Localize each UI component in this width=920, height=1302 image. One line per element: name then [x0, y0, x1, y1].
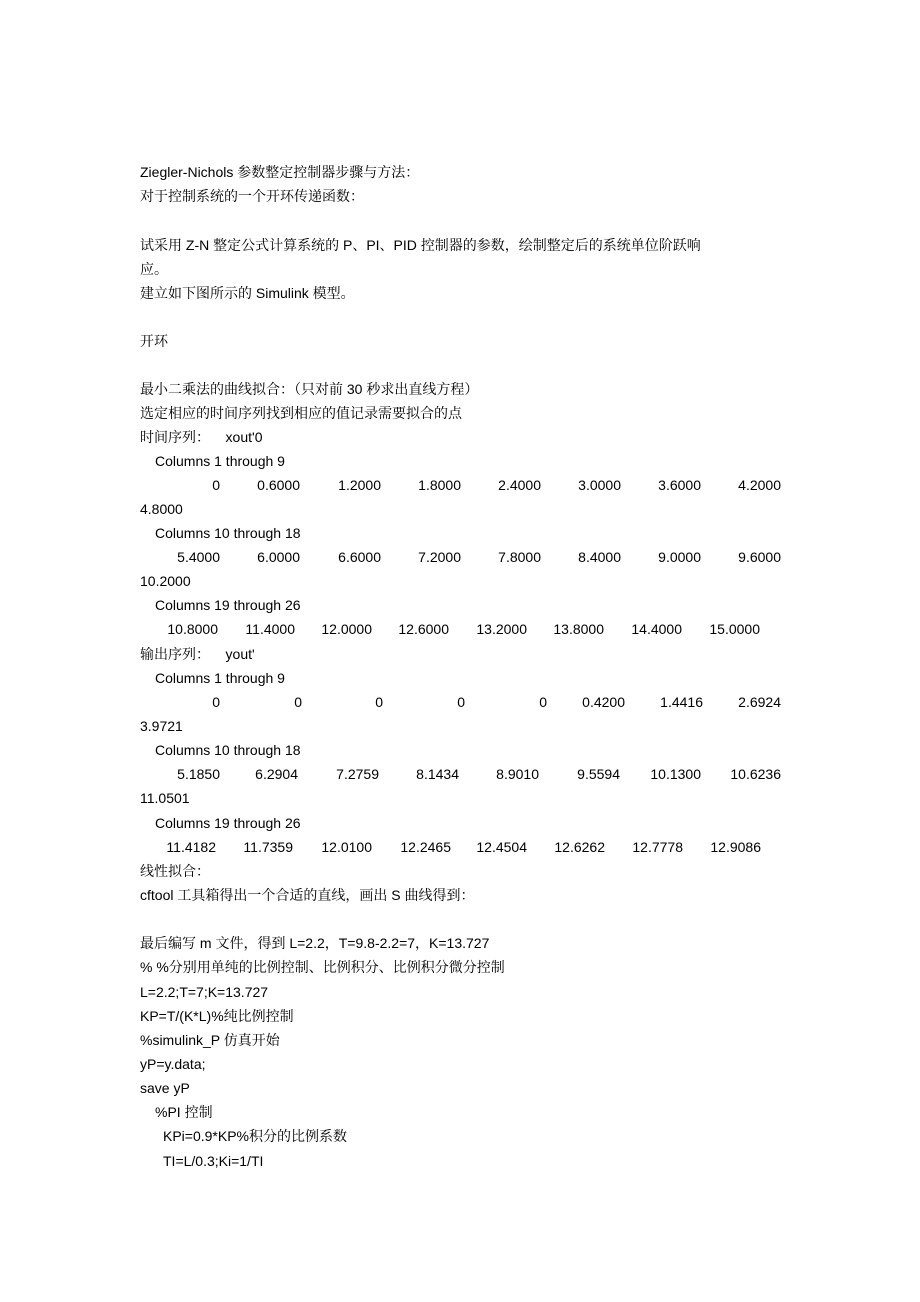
output-series-label: 输出序列： yout' [140, 646, 255, 662]
value-cell: 13.8000 [553, 621, 604, 637]
value-cell: 5.4000 [177, 549, 220, 565]
value-cell: 6.6000 [338, 549, 381, 565]
value-cell: 4.2000 [738, 477, 781, 493]
value-cell: 2.6924 [738, 694, 781, 710]
value-cell: 0.6000 [257, 477, 300, 493]
yout-wrap-value-2: 11.0501 [140, 790, 190, 806]
value-cell: 10.6236 [730, 766, 781, 782]
code-line: %simulink_P 仿真开始 [140, 1032, 280, 1048]
value-cell: 3.6000 [658, 477, 701, 493]
xout-columns-header-2: Columns 10 through 18 [155, 525, 301, 541]
value-cell: 12.4504 [476, 839, 527, 855]
value-cell: 0 [212, 477, 220, 493]
value-cell: 14.4000 [631, 621, 682, 637]
value-cell: 1.8000 [418, 477, 461, 493]
value-cell: 0 [539, 694, 547, 710]
value-cell: 0 [375, 694, 383, 710]
code-line: save yP [140, 1080, 190, 1096]
value-cell: 5.1850 [177, 766, 220, 782]
value-cell: 0 [457, 694, 465, 710]
task-text-line2: 应。 [140, 261, 168, 277]
value-cell: 10.8000 [167, 621, 218, 637]
value-cell: 12.0000 [321, 621, 372, 637]
time-series-label: 时间序列： xout'0 [140, 429, 263, 445]
value-cell: 12.6000 [398, 621, 449, 637]
value-cell: 0 [294, 694, 302, 710]
value-cell: 3.0000 [578, 477, 621, 493]
value-cell: 8.4000 [578, 549, 621, 565]
code-line: TI=L/0.3;Ki=1/TI [163, 1153, 264, 1169]
xout-values-row-1 [0, 473, 920, 497]
code-line: L=2.2;T=7;K=13.727 [140, 984, 269, 1000]
open-loop-label: 开环 [140, 333, 168, 349]
code-line: KPi=0.9*KP%积分的比例系数 [163, 1128, 347, 1144]
code-line: % %分别用单纯的比例控制、比例积分、比例积分微分控制 [140, 959, 505, 975]
value-cell: 2.4000 [498, 477, 541, 493]
linear-fit-label: 线性拟合： [140, 863, 210, 879]
code-pi-comment: %PI 控制 [155, 1104, 213, 1120]
xout-values-row-2 [0, 545, 920, 569]
xout-columns-header-1: Columns 1 through 9 [155, 453, 285, 469]
value-cell: 12.2465 [400, 839, 451, 855]
value-cell: 1.2000 [338, 477, 381, 493]
value-cell: 7.2759 [336, 766, 379, 782]
value-cell: 12.6262 [554, 839, 605, 855]
value-cell: 9.5594 [577, 766, 620, 782]
value-cell: 9.0000 [658, 549, 701, 565]
xout-values-row-3 [0, 617, 920, 641]
value-cell: 12.0100 [321, 839, 372, 855]
yout-values-row-3 [0, 835, 920, 859]
value-cell: 9.6000 [738, 549, 781, 565]
yout-wrap-value-1: 3.9721 [140, 718, 183, 734]
code-line: KP=T/(K*L)%纯比例控制 [140, 1008, 294, 1024]
value-cell: 11.7359 [243, 839, 293, 855]
code-line: yP=y.data; [140, 1056, 206, 1072]
final-result-text: 最后编写 m 文件，得到 L=2.2，T=9.8-2.2=7，K=13.727 [140, 935, 490, 951]
value-cell: 6.2904 [255, 766, 298, 782]
value-cell: 0.4200 [582, 694, 625, 710]
select-text: 选定相应的时间序列找到相应的值记录需要拟合的点 [140, 405, 462, 421]
doc-heading: Ziegler-Nichols 参数整定控制器步骤与方法： [140, 164, 420, 180]
xout-columns-header-3: Columns 19 through 26 [155, 597, 301, 613]
yout-values-row-1 [0, 690, 920, 714]
value-cell: 6.0000 [257, 549, 300, 565]
xout-wrap-value-2: 10.2000 [140, 573, 191, 589]
value-cell: 13.2000 [476, 621, 527, 637]
yout-columns-header-2: Columns 10 through 18 [155, 742, 301, 758]
value-cell: 8.1434 [416, 766, 459, 782]
value-cell: 12.7778 [632, 839, 683, 855]
value-cell: 8.9010 [496, 766, 539, 782]
value-cell: 11.4000 [245, 621, 295, 637]
value-cell: 15.0000 [709, 621, 760, 637]
value-cell: 7.2000 [418, 549, 461, 565]
xout-wrap-value-1: 4.8000 [140, 501, 183, 517]
value-cell: 10.1300 [650, 766, 701, 782]
lsq-heading: 最小二乘法的曲线拟合：（只对前 30 秒求出直线方程） [140, 381, 479, 397]
yout-columns-header-1: Columns 1 through 9 [155, 670, 285, 686]
value-cell: 0 [212, 694, 220, 710]
value-cell: 11.4182 [166, 839, 216, 855]
cftool-text: cftool 工具箱得出一个合适的直线，画出 S 曲线得到： [140, 887, 475, 903]
yout-columns-header-3: Columns 19 through 26 [155, 815, 301, 831]
yout-values-row-2 [0, 762, 920, 786]
task-text-line1: 试采用 Z-N 整定公式计算系统的 P、PI、PID 控制器的参数，绘制整定后的系统单位阶跃响 [140, 237, 701, 253]
model-text: 建立如下图所示的 Simulink 模型。 [140, 285, 355, 301]
value-cell: 7.8000 [498, 549, 541, 565]
value-cell: 12.9086 [710, 839, 761, 855]
intro-text: 对于控制系统的一个开环传递函数： [140, 188, 364, 204]
value-cell: 1.4416 [660, 694, 703, 710]
